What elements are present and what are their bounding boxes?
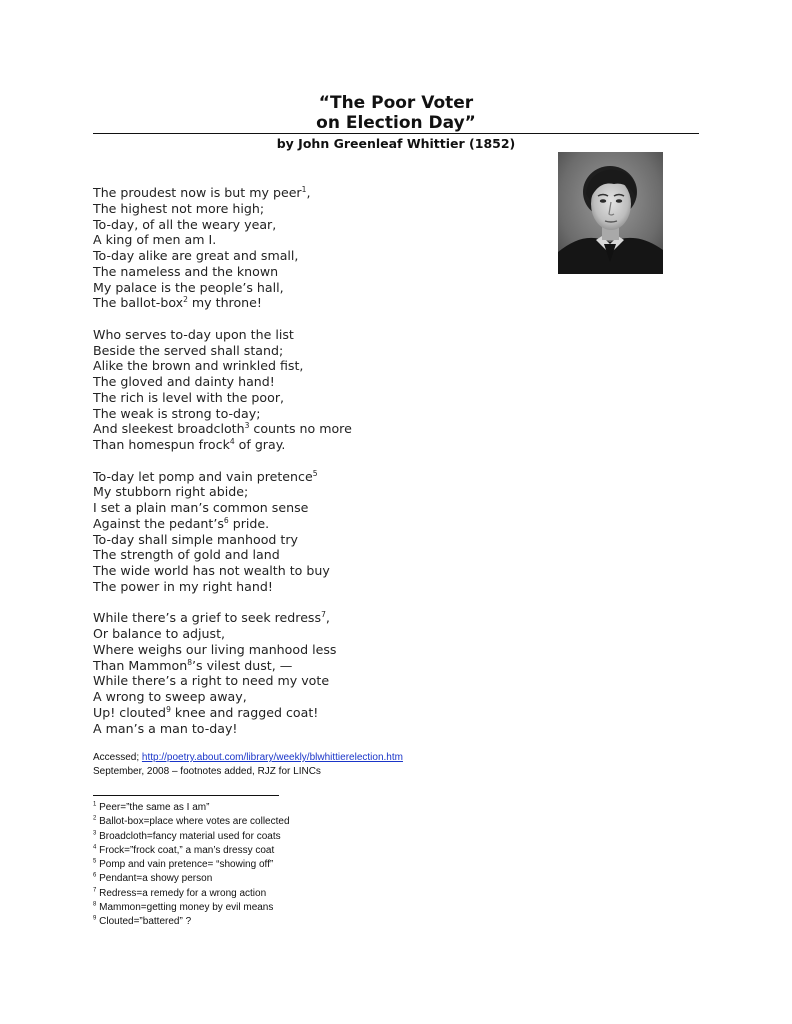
poem-line: The proudest now is but my peer$^1$, <box>93 184 311 200</box>
footnote-separator <box>93 795 279 796</box>
poem-line: The rich is level with the poor, <box>93 389 285 405</box>
poem-line: While there’s a right to need my vote <box>93 673 330 689</box>
footnote-item: $^5$ Pomp and vain pretence= “showing off” <box>93 858 274 871</box>
footnote-item: $^1$ Peer=”the same as I am” <box>93 801 210 813</box>
poem-line: A wrong to sweep away, <box>93 689 247 704</box>
footnote-item: $^3$ Broadcloth=fancy material used for coats <box>93 830 281 842</box>
source-link[interactable]: http://poetry.about.com/library/weekly/blwhittierelection.htm <box>141 752 403 763</box>
poem-line: Who serves to-day upon the list <box>93 326 294 342</box>
footnote-marker: 4 <box>229 436 235 446</box>
footnote-marker: 8 <box>187 657 192 667</box>
title-underline <box>93 133 699 134</box>
footnotes-list <box>93 801 493 930</box>
poem-line: Beside the served shall stand; <box>93 342 284 358</box>
footnote-item: $^8$ Mammon=getting money by evil means <box>93 901 274 914</box>
poem-line: The weak is strong to-day; <box>93 405 261 421</box>
poem-line: The wide world has not wealth to buy <box>93 563 330 578</box>
poem-line: A man’s a man to-day! <box>93 720 238 736</box>
stanza-2 <box>93 327 533 453</box>
stanza-3 <box>93 469 533 595</box>
poem-line: The strength of gold and land <box>93 547 280 563</box>
poem-line: I set a plain man’s common sense <box>93 500 309 515</box>
poem-line: The ballot-box$^2$ my throne! <box>93 295 262 311</box>
footnote-item: $^7$ Redress=a remedy for a wrong action <box>93 887 267 899</box>
footnote-marker: 2 <box>183 295 188 305</box>
poem-title <box>93 93 699 133</box>
poem-line: The nameless and the known <box>93 263 279 279</box>
poem-line: Against the $pedant’s^6$ pride. <box>93 515 270 531</box>
poem-line: To-day let pomp and vain pretence$^5$ <box>93 468 318 484</box>
footnote-item: $^2$ Ballot-box=place where votes are collected <box>93 815 290 828</box>
author-portrait <box>558 152 663 274</box>
footnote-marker: 9 <box>166 704 171 714</box>
poem-line: And sleekest broadcloth$^3$ counts no more <box>93 421 352 437</box>
poem-line: To-day, of all the weary year, <box>93 216 277 232</box>
poem-line: A king of men am I. <box>93 232 217 248</box>
poem-line: The highest not more high; <box>93 200 265 216</box>
footnote-marker: 3 <box>244 421 250 431</box>
poem-line: To-day alike are great and small, <box>93 248 299 263</box>
poem-line: To-day shall simple manhood try <box>93 531 298 547</box>
footnote-marker: 7 <box>321 610 326 620</box>
footnote-marker: 1 <box>301 184 307 194</box>
poem-line: While there’s a grief to seek redress$^7$, <box>93 610 330 626</box>
poem-line: My stubborn right abide; <box>93 484 249 500</box>
poem-line: Than Mammon$^8$’s vilest dust, — <box>93 657 293 673</box>
poem-line: Alike the brown and wrinkled fist, <box>93 358 304 374</box>
poem-body <box>93 185 533 752</box>
source-note <box>93 751 693 779</box>
source-access-line: Accessed; http://poetry.about.com/library/weekly/blwhittierelection.htm <box>93 752 403 763</box>
poem-line: The gloved and dainty hand! <box>93 374 275 389</box>
footnote-marker: 6 <box>223 515 229 525</box>
source-date-line: September, 2008 – footnotes added, RJZ for LINCs <box>93 766 321 777</box>
title-line-1: “The Poor Voter <box>318 93 474 113</box>
footnote-marker: 5 <box>312 468 318 478</box>
title-line-2: on Election Day” <box>316 113 476 133</box>
footnote-item: $^6$ Pendant=a showy person <box>93 873 213 885</box>
poem-line: My palace is the people’s hall, <box>93 279 284 295</box>
poem-line: Than homespun frock$^4$ of gray. <box>93 436 286 452</box>
author-byline: by John Greenleaf Whittier (1852) <box>276 136 516 151</box>
poem-line: Up! clouted$^9$ knee and ragged coat! <box>93 704 319 720</box>
stanza-4 <box>93 610 533 736</box>
poem-line: The power in my right hand! <box>93 578 273 594</box>
stanza-1 <box>93 185 533 311</box>
footnote-item: $^4$ Frock=”frock coat,” a man’s dressy coat <box>93 844 275 856</box>
poem-line: Or balance to adjust, <box>93 626 226 641</box>
poem-line: Where weighs our living manhood less <box>93 641 337 657</box>
footnote-item: $^9$ Clouted=”battered” ? <box>93 916 192 928</box>
